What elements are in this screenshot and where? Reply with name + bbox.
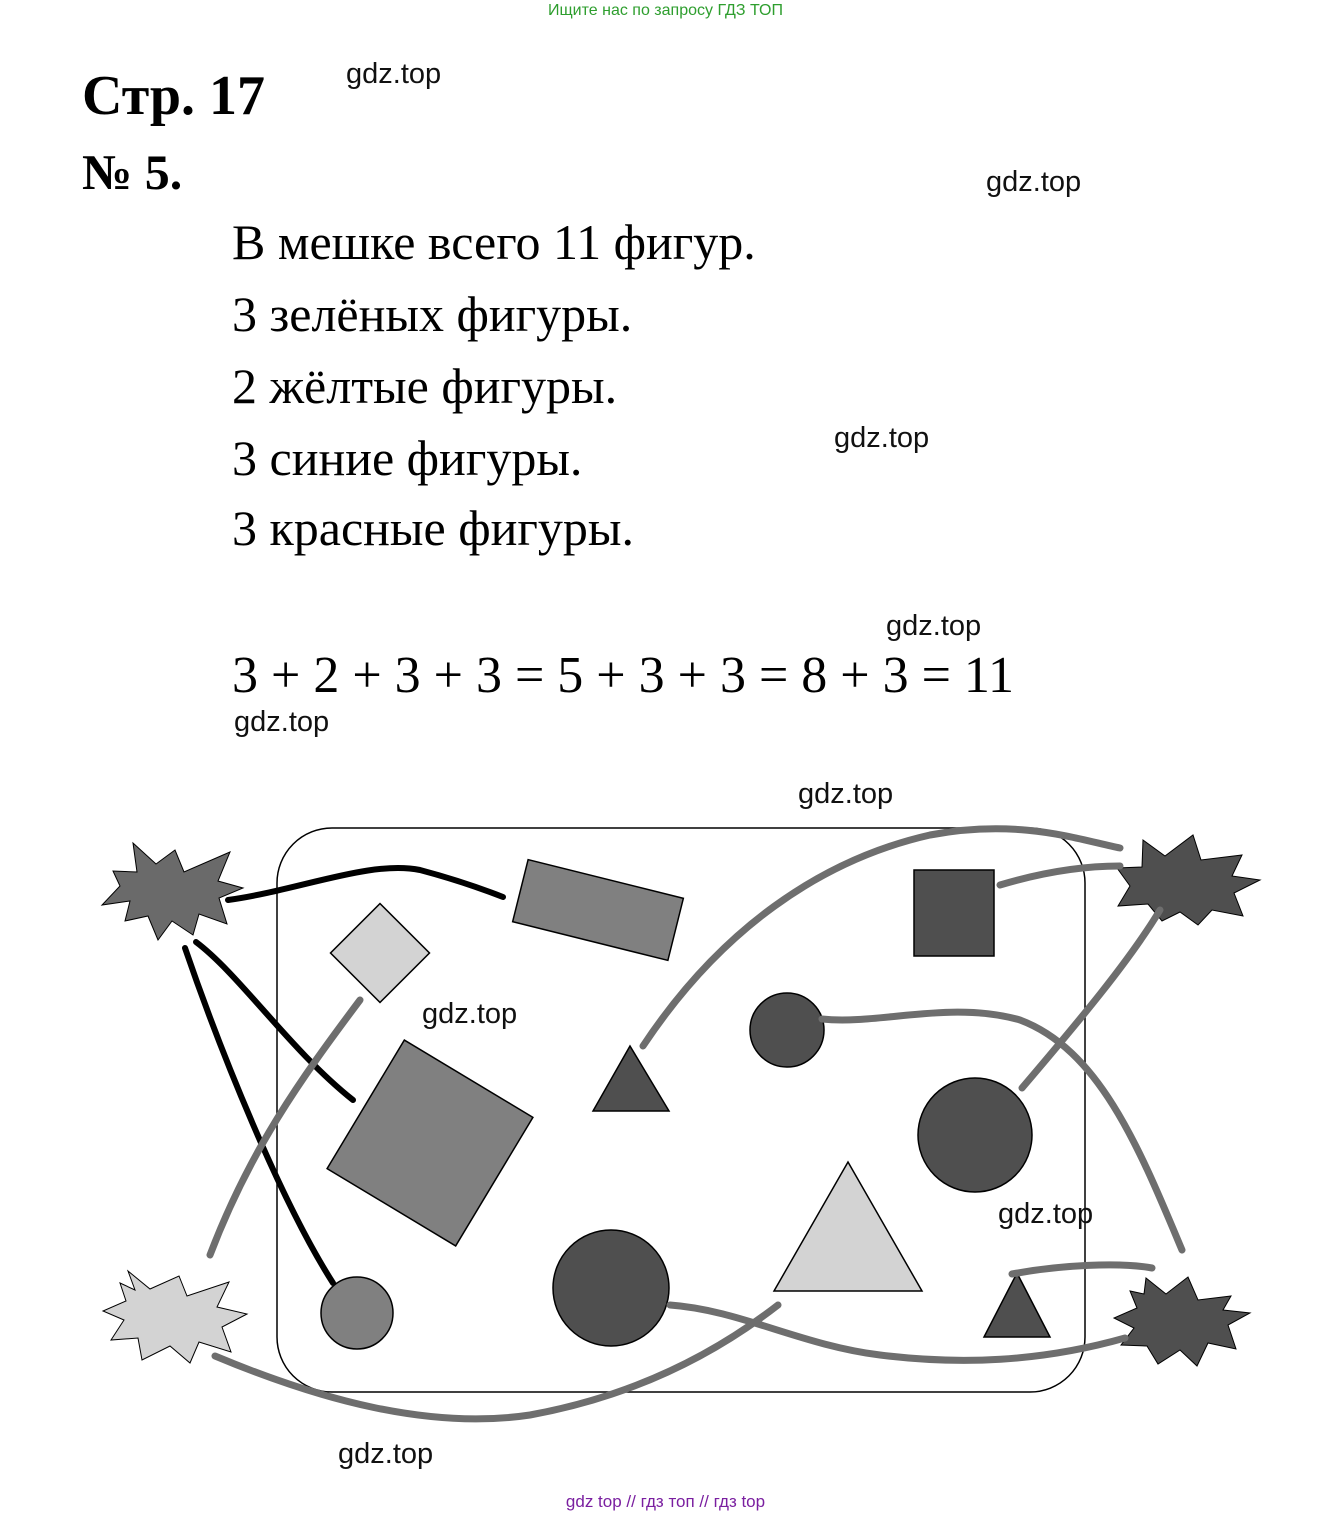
watermark: gdz.top bbox=[422, 998, 518, 1030]
watermark: gdz.top bbox=[834, 422, 930, 454]
gray-square-large bbox=[327, 1040, 533, 1246]
text-line-green: 3 зелёных фигуры. bbox=[232, 286, 633, 342]
gray-circle bbox=[321, 1277, 393, 1349]
dark-circle-large bbox=[918, 1078, 1032, 1192]
watermark: gdz.top bbox=[346, 58, 442, 90]
star-top-left bbox=[102, 843, 243, 940]
gray-rectangle bbox=[513, 860, 684, 961]
star-top-right bbox=[1117, 835, 1260, 925]
dark-circle-medium bbox=[553, 1230, 669, 1346]
dark-circle-small bbox=[750, 993, 824, 1067]
watermark: gdz.top bbox=[886, 610, 982, 642]
text-line-yellow: 2 жёлтые фигуры. bbox=[232, 358, 618, 414]
watermark: gdz.top bbox=[986, 166, 1082, 198]
footer: gdz top // гдз топ // гдз top bbox=[565, 1492, 766, 1511]
line-star-to-large-circle bbox=[1022, 910, 1160, 1088]
watermark: gdz.top bbox=[338, 1438, 434, 1470]
line-star-to-dark-square bbox=[1000, 866, 1120, 885]
light-triangle bbox=[774, 1162, 922, 1291]
line-light-star-to-triangle bbox=[215, 1305, 778, 1419]
watermark: gdz.top bbox=[998, 1198, 1094, 1230]
watermark: gdz.top bbox=[234, 706, 330, 738]
watermark: gdz.top bbox=[798, 778, 894, 810]
light-diamond bbox=[331, 904, 430, 1003]
text-line-blue: 3 синие фигуры. bbox=[232, 430, 583, 486]
dark-triangle-right bbox=[984, 1273, 1050, 1337]
dark-square bbox=[914, 870, 994, 956]
line-star-to-dark-triangle bbox=[643, 829, 1120, 1046]
task-number: № 5. bbox=[82, 144, 183, 200]
star-bottom-right bbox=[1114, 1277, 1250, 1366]
dark-triangle-small bbox=[593, 1046, 669, 1111]
line-star-to-square bbox=[196, 942, 353, 1100]
line-star-to-rectangle bbox=[228, 868, 503, 900]
page-title: Стр. 17 bbox=[82, 65, 266, 127]
star-bottom-left bbox=[103, 1271, 247, 1363]
line-star-to-gray-circle bbox=[185, 948, 333, 1283]
line-triangle-to-star bbox=[1012, 1265, 1152, 1274]
text-line-red: 3 красные фигуры. bbox=[232, 500, 634, 556]
text-line-total: В мешке всего 11 фигур. bbox=[232, 214, 756, 270]
equation: 3 + 2 + 3 + 3 = 5 + 3 + 3 = 8 + 3 = 11 bbox=[232, 647, 1015, 704]
top-banner: Ищите нас по запросу ГДЗ ТОП bbox=[548, 2, 783, 19]
